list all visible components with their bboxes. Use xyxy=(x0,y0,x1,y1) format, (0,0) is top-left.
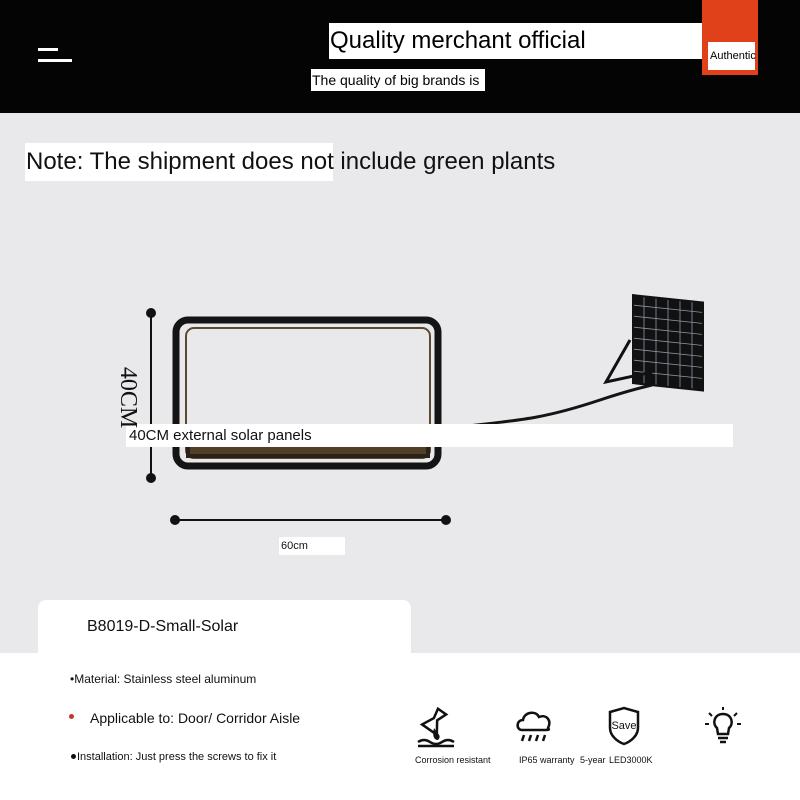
width-dimension-line xyxy=(170,515,451,525)
shield-icon xyxy=(606,706,642,746)
corrosion-icon xyxy=(416,706,456,748)
subtitle: The quality of big brands is xyxy=(312,72,480,88)
height-label: 40CM xyxy=(115,366,142,429)
shield-badge-text: Save xyxy=(611,720,637,732)
feature-label: IP65 warranty xyxy=(519,755,575,765)
authentic-badge: Authentic xyxy=(710,50,756,62)
menu-icon[interactable] xyxy=(38,48,72,64)
rain-cloud-icon xyxy=(514,708,554,744)
spec-applicable: Applicable to: Door/ Corridor Aisle xyxy=(90,710,301,726)
spec-material: •Material: Stainless steel aluminum xyxy=(70,672,257,686)
spec-installation: Installation: Just press the screws to fix it xyxy=(77,751,277,763)
lightbulb-icon xyxy=(704,706,742,748)
bullet-icon xyxy=(71,754,76,759)
height-dimension-line xyxy=(146,308,156,483)
model-number: B8019-D-Small-Solar xyxy=(87,618,239,635)
solar-panel xyxy=(632,294,704,392)
width-label: 60cm xyxy=(281,540,308,552)
feature-label: 5-year xyxy=(580,755,606,765)
bullet-icon xyxy=(69,714,74,719)
solar-panel-label: 40CM external solar panels xyxy=(129,427,312,444)
shipment-note: Note: The shipment does not include green plants xyxy=(26,148,556,175)
brand-title: Quality merchant official xyxy=(330,27,586,54)
feature-label: Corrosion resistant xyxy=(415,755,491,765)
feature-label: LED3000K xyxy=(609,755,653,765)
